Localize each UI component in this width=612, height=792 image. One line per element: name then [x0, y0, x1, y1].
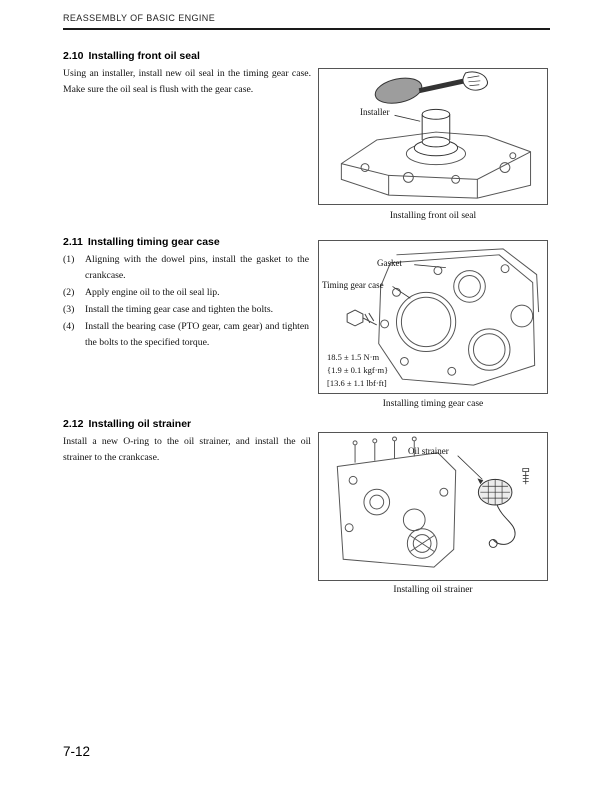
- torque-spec-line-kgfm: {1.9 ± 0.1 kgf·m}: [327, 365, 389, 375]
- step-marker: (4): [63, 321, 75, 332]
- section-body-2-10: Using an installer, install new oil seal in the timing gear case. Make sure the oil seal is flush with the gear case.: [63, 68, 311, 95]
- step-marker: (1): [63, 254, 75, 265]
- step-marker: (2): [63, 287, 75, 298]
- figure-caption-oil-strainer: Installing oil strainer: [393, 585, 473, 595]
- step-list: [63, 252, 309, 352]
- figure-caption-timing-gear-case: Installing timing gear case: [382, 399, 484, 409]
- header-rule: [63, 28, 550, 30]
- section-heading-2-11: [63, 236, 220, 248]
- figure-oil-strainer: [318, 432, 548, 581]
- section-title: Installing timing gear case: [87, 236, 220, 248]
- section-title: Installing oil strainer: [88, 418, 192, 430]
- step-text: Install the bearing case (PTO gear, cam gear) and tighten the bolts to the specified torque.: [85, 321, 309, 348]
- section-heading-2-10: [63, 50, 200, 62]
- list-item: [63, 302, 309, 318]
- figure-label-gasket: Gasket: [377, 258, 402, 268]
- step-text: Aligning with the dowel pins, install the gasket to the crankcase.: [85, 254, 309, 281]
- step-text: Apply engine oil to the oil seal lip.: [85, 287, 220, 298]
- section-heading-2-12: [63, 418, 191, 430]
- step-marker: (3): [63, 304, 75, 315]
- list-item: [63, 319, 309, 351]
- page-number: 7-12: [63, 744, 91, 759]
- section-title: Installing front oil seal: [88, 50, 200, 62]
- section-number: 2.11: [63, 236, 83, 248]
- torque-spec: [327, 351, 388, 390]
- section-number: 2.12: [63, 418, 84, 430]
- figure-label-oil-strainer: Oil strainer: [408, 446, 449, 456]
- figure-caption-front-oil-seal: Installing front oil seal: [389, 211, 477, 221]
- step-text: Install the timing gear case and tighten the bolts.: [85, 304, 274, 315]
- page-header-title: REASSEMBLY OF BASIC ENGINE: [63, 13, 216, 23]
- figure-front-oil-seal: [318, 68, 548, 205]
- list-item: [63, 285, 309, 301]
- figure-label-timing-gear-case: Timing gear case: [322, 280, 384, 290]
- figure-label-installer: Installer: [360, 107, 390, 117]
- section-body-2-12: Install a new O-ring to the oil strainer, and install the oil strainer to the crankcase.: [63, 436, 311, 463]
- torque-spec-line-lbfft: [13.6 ± 1.1 lbf·ft]: [327, 378, 387, 388]
- front-oil-seal-illustration: [319, 69, 547, 204]
- list-item: [63, 252, 309, 284]
- figure-timing-gear-case: [318, 240, 548, 394]
- torque-spec-line-nm: 18.5 ± 1.5 N·m: [327, 352, 380, 362]
- section-number: 2.10: [63, 50, 84, 62]
